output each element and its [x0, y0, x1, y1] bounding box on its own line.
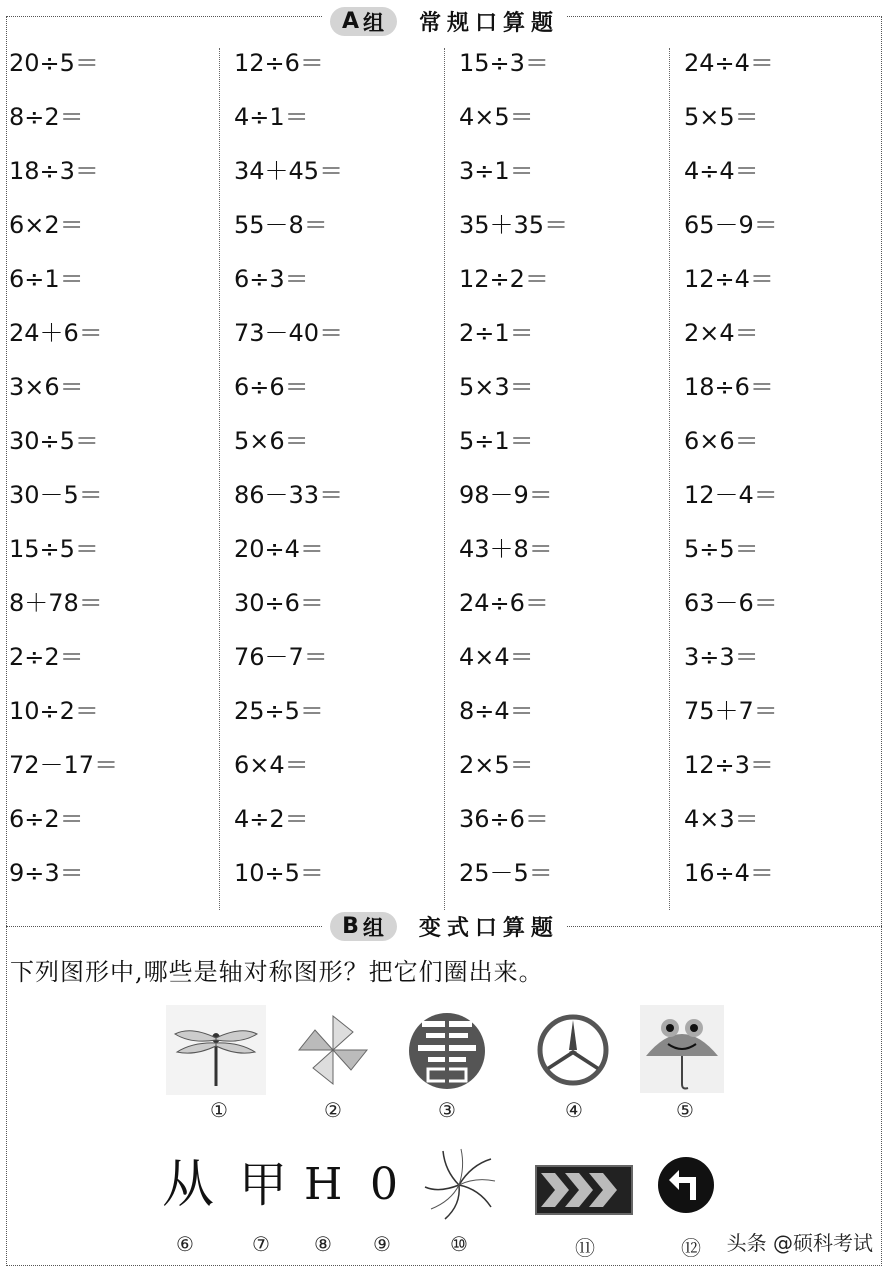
problem: 6×6＝ [684, 427, 759, 455]
problem: 6÷1＝ [9, 265, 84, 293]
problem: 75＋7＝ [684, 697, 778, 725]
group-b-badge [330, 912, 397, 941]
problem: 6÷3＝ [234, 265, 309, 293]
figure-label-12: ⑫ [681, 1236, 701, 1260]
swirl-icon [421, 1147, 497, 1223]
problem: 8÷4＝ [459, 697, 534, 725]
problem: 2÷2＝ [9, 643, 84, 671]
frog-umbrella-figure [640, 1005, 724, 1093]
problem: 24＋6＝ [9, 319, 103, 347]
problem-grid [0, 40, 889, 900]
problem: 24÷6＝ [459, 589, 549, 617]
character-cong: 从 [161, 1155, 214, 1215]
double-happiness-figure [402, 1008, 492, 1094]
problem: 63－6＝ [684, 589, 778, 617]
problem: 55－8＝ [234, 211, 328, 239]
figure-label-9: ⑨ [373, 1232, 391, 1256]
problem: 12÷2＝ [459, 265, 549, 293]
problem: 73－40＝ [234, 319, 344, 347]
frog-umbrella-icon [642, 1006, 722, 1092]
problem: 12－4＝ [684, 481, 778, 509]
problem: 9÷3＝ [9, 859, 84, 887]
problem: 98－9＝ [459, 481, 553, 509]
mercedes-logo-figure [532, 1010, 614, 1090]
problem-column-4 [684, 40, 889, 904]
problem-column-3 [459, 40, 679, 904]
figure-label-10: ⑩ [450, 1232, 468, 1256]
problem: 30÷5＝ [9, 427, 99, 455]
group-b-badge-text: 组 [362, 915, 385, 940]
figure-label-1: ① [210, 1098, 228, 1122]
problem: 2×5＝ [459, 751, 534, 779]
problem: 6÷2＝ [9, 805, 84, 833]
group-b-title: 变式口算题 [418, 916, 559, 941]
figure-label-3: ③ [438, 1098, 456, 1122]
watermark: 头条 @硕科考试 [725, 1227, 875, 1256]
problem: 20÷5＝ [9, 49, 99, 77]
problem: 12÷4＝ [684, 265, 774, 293]
problem: 4÷2＝ [234, 805, 309, 833]
problem: 4×5＝ [459, 103, 534, 131]
problem: 25÷5＝ [234, 697, 324, 725]
problem: 36÷6＝ [459, 805, 549, 833]
problem: 4×4＝ [459, 643, 534, 671]
character-jia: 甲 [238, 1157, 287, 1213]
figure-label-8: ⑧ [314, 1232, 332, 1256]
problem: 5×3＝ [459, 373, 534, 401]
problem: 6÷6＝ [234, 373, 309, 401]
figure-label-11: ⑪ [575, 1236, 595, 1260]
problem: 3÷3＝ [684, 643, 759, 671]
digit-zero: 0 [370, 1159, 398, 1210]
pinwheel-icon [295, 1012, 371, 1088]
group-a-letter: A [341, 9, 360, 34]
problem: 30÷6＝ [234, 589, 324, 617]
chevron-sign-icon [535, 1165, 633, 1215]
problem: 20÷4＝ [234, 535, 324, 563]
problem: 86－33＝ [234, 481, 344, 509]
figure-label-7: ⑦ [252, 1232, 270, 1256]
group-a-badge-text: 组 [363, 10, 385, 35]
problem: 30－5＝ [9, 481, 103, 509]
problem: 6×4＝ [234, 751, 309, 779]
mercedes-star-icon [535, 1012, 611, 1088]
figure-label-6: ⑥ [176, 1232, 194, 1256]
problem: 10÷5＝ [234, 859, 324, 887]
problem: 5×6＝ [234, 427, 309, 455]
problem: 6×2＝ [9, 211, 84, 239]
problem: 12÷3＝ [684, 751, 774, 779]
problem-column-1 [9, 40, 229, 904]
turn-left-arrow-icon [657, 1156, 715, 1214]
problem: 4×3＝ [684, 805, 759, 833]
problem: 8＋78＝ [9, 589, 103, 617]
figure-label-5: ⑤ [676, 1098, 694, 1122]
problem: 10÷2＝ [9, 697, 99, 725]
group-b-header [0, 911, 889, 942]
problem: 18÷6＝ [684, 373, 774, 401]
problem: 12÷6＝ [234, 49, 324, 77]
problem: 5÷5＝ [684, 535, 759, 563]
group-a-badge [330, 7, 397, 36]
problem: 18÷3＝ [9, 157, 99, 185]
problem: 65－9＝ [684, 211, 778, 239]
problem: 16÷4＝ [684, 859, 774, 887]
problem-column-2 [234, 40, 454, 904]
problem: 76－7＝ [234, 643, 328, 671]
group-a-header [0, 6, 889, 37]
problem: 4÷1＝ [234, 103, 309, 131]
problem: 15÷3＝ [459, 49, 549, 77]
turn-left-sign-figure [656, 1155, 716, 1215]
problem: 2×4＝ [684, 319, 759, 347]
swirl-figure [420, 1146, 498, 1224]
problem: 2÷1＝ [459, 319, 534, 347]
problem: 24÷4＝ [684, 49, 774, 77]
question-text: 下列图形中,哪些是轴对称图形？把它们圈出来。 [10, 958, 544, 986]
problem: 72－17＝ [9, 751, 119, 779]
problem: 25－5＝ [459, 859, 553, 887]
problem: 5×5＝ [684, 103, 759, 131]
problem: 3÷1＝ [459, 157, 534, 185]
problem: 15÷5＝ [9, 535, 99, 563]
problem: 34＋45＝ [234, 157, 344, 185]
dragonfly-icon [171, 1010, 261, 1090]
pinwheel-figure [293, 1010, 373, 1090]
chevron-sign-figure [534, 1164, 634, 1216]
problem: 3×6＝ [9, 373, 84, 401]
double-happiness-icon [404, 1009, 490, 1093]
problem: 35＋35＝ [459, 211, 569, 239]
problem: 43＋8＝ [459, 535, 553, 563]
group-a-title: 常规口算题 [419, 11, 560, 36]
problem: 5÷1＝ [459, 427, 534, 455]
problem: 8÷2＝ [9, 103, 84, 131]
figure-label-4: ④ [565, 1098, 583, 1122]
problem: 4÷4＝ [684, 157, 759, 185]
dragonfly-figure [166, 1005, 266, 1095]
group-b-letter: B [342, 914, 360, 939]
figure-label-2: ② [324, 1098, 342, 1122]
letter-h: H [304, 1159, 343, 1210]
